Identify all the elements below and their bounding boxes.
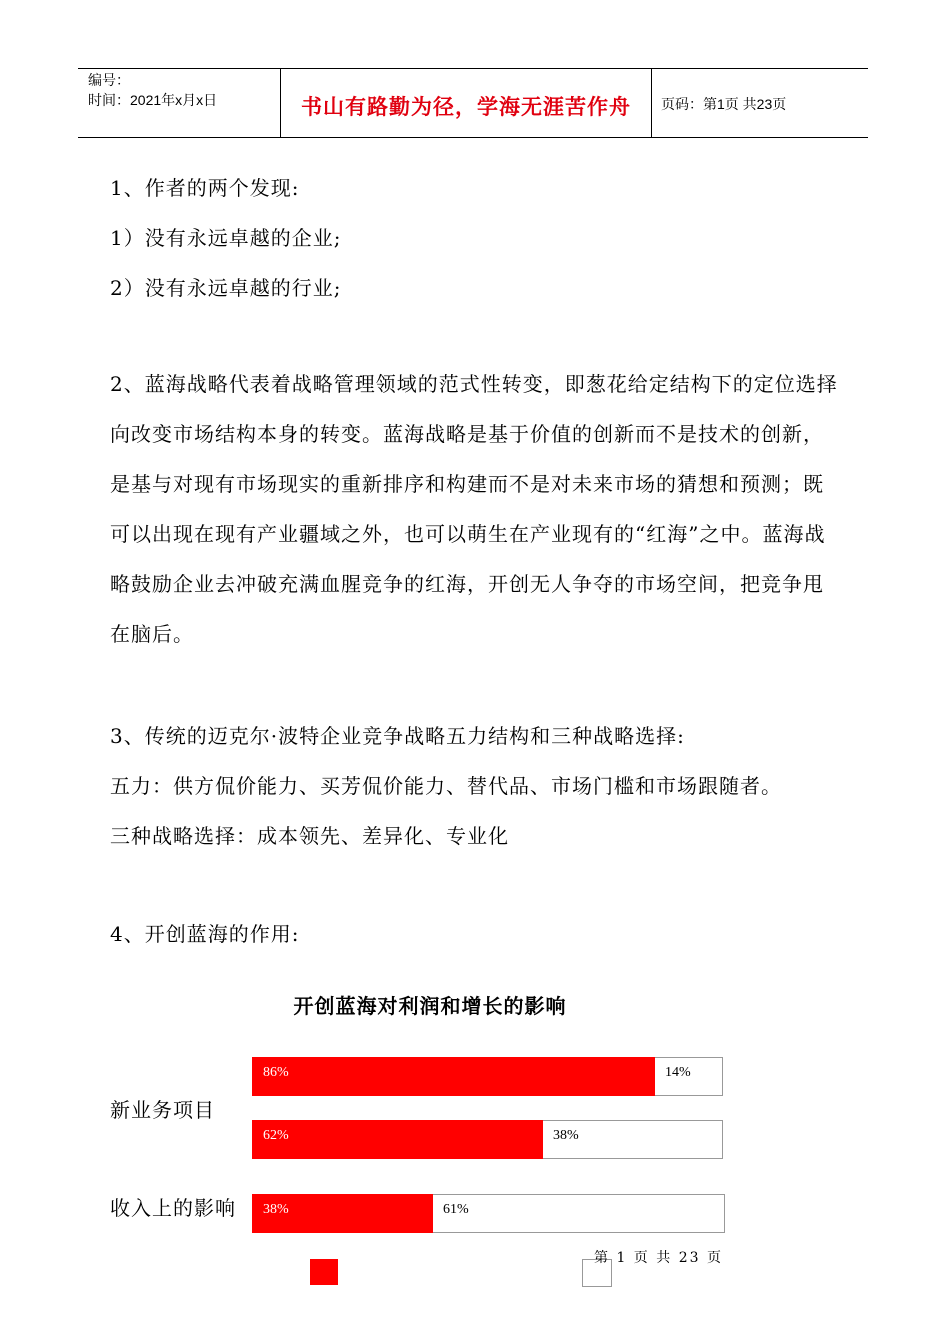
three-strategies-text: 三种战略选择：成本领先、差异化、专业化 (110, 824, 509, 848)
page-info: 页码：第1页 共23页 (661, 96, 787, 112)
category-label-new-business: 新业务项目 (110, 1098, 215, 1122)
bar-white-label-0: 14% (665, 1065, 691, 1080)
bar-red-label-0: 86% (263, 1065, 289, 1080)
section1-item-1: 1）没有永远卓越的企业; (110, 226, 342, 250)
time-label: 时间：2021年x月x日 (88, 92, 218, 108)
bar-white-label-1: 38% (553, 1128, 579, 1143)
page-header (78, 68, 868, 138)
header-motto-cell (280, 69, 652, 137)
legend-swatch-red (310, 1259, 338, 1285)
section4-title: 4、开创蓝海的作用: (110, 922, 300, 946)
chart-title: 开创蓝海对利润和增长的影响 (293, 994, 567, 1018)
header-meta-cell (78, 69, 280, 137)
five-forces-text: 五力：供方侃价能力、买芳侃价能力、替代品、市场门槛和市场跟随者。 (110, 774, 782, 798)
code-label: 编号： (88, 72, 130, 88)
bar-red-segment-0 (252, 1057, 655, 1096)
motto-text: 书山有路勤为径，学海无涯苦作舟 (301, 96, 631, 119)
category-label-revenue-impact: 收入上的影响 (110, 1196, 236, 1220)
section1-title: 1、作者的两个发现: (110, 176, 300, 200)
bar-white-label-2: 61% (443, 1202, 469, 1217)
section1-item-2: 2）没有永远卓越的行业; (110, 276, 342, 300)
bar-red-label-1: 62% (263, 1128, 289, 1143)
bar-red-segment-1 (252, 1120, 543, 1159)
header-page-cell (651, 69, 868, 137)
section2-paragraph: 2、蓝海战略代表着战略管理领域的范式性转变，即葱花给定结构下的定位选择向改变市场结构本身的转变。蓝海战略是基于价值的创新而不是技术的创新，是基与对现有市场现实的重新排序和构建而不是对未来市场的猜想和预测；既可以出现在现有产业疆域之外，也可以萌生在产业现有的“红海”之中。蓝海战略鼓励企业去冲破充满血腥竞争的红海，开创无人争夺的市场空间，把竞争甩在脑后。 (110, 372, 838, 646)
bar-red-label-2: 38% (263, 1202, 289, 1217)
section3-title: 3、传统的迈克尔·波特企业竞争战略五力结构和三种战略选择: (110, 724, 685, 748)
page-footer: 第 1 页 共 23 页 (594, 1250, 723, 1266)
